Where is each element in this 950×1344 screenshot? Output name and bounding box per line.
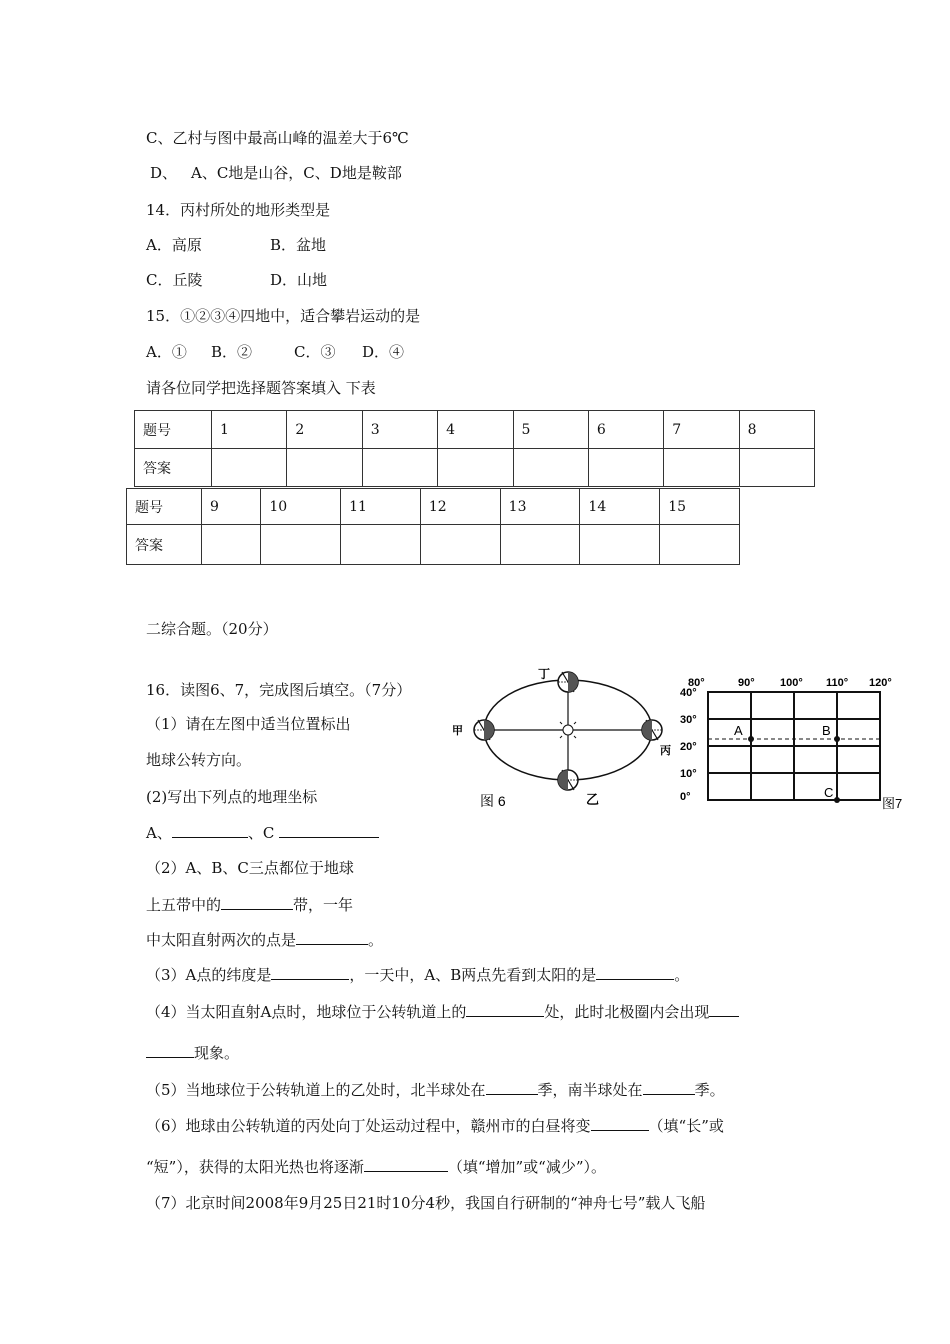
text-segment: （3）A点的纬度是 [146,966,272,984]
orbit-position-blank[interactable] [466,1002,544,1017]
q15-option-d: D．④ [362,343,405,361]
q15-stem: 15．①②③④四地中，适合攀岩运动的是 [146,307,421,325]
q16-part6 [146,1116,724,1136]
answer-table-1 [134,410,815,487]
table1-number: 5 [513,411,588,449]
table2-number: 13 [500,489,580,525]
grid-lines [708,692,880,800]
table2-number: 10 [261,489,341,525]
text-segment: 上五带中的 [146,896,222,914]
table2-head-label: 题号 [127,489,202,525]
answer-cell[interactable] [664,449,739,487]
answer-cell[interactable] [500,525,580,565]
table1-number: 1 [212,411,287,449]
q15-option-a: A．① [146,343,187,361]
text-segment: 中太阳直射两次的点是 [146,931,297,949]
daylight-blank[interactable] [591,1116,649,1131]
answer-cell[interactable] [212,449,287,487]
q16-part4-cont [146,1043,239,1063]
text-segment: 季，南半球处在 [537,1081,643,1099]
south-season-blank[interactable] [643,1080,695,1095]
q16-part2b-c [146,930,383,950]
q16-part1-a: （1）请在左图中适当位置标出 [146,715,351,733]
answer-cell[interactable] [739,449,814,487]
answer-cell[interactable] [341,525,421,565]
phenomenon-blank-cont[interactable] [146,1043,194,1058]
q15-option-b: B．② [211,343,253,361]
q16-part5 [146,1080,725,1100]
table1-answer-label: 答案 [135,449,212,487]
table2-number: 11 [341,489,421,525]
lon-label: 110° [826,677,849,689]
q16-part2b-b [146,895,353,915]
zone-blank[interactable] [221,895,293,910]
coord-c-label: 、C [247,824,275,842]
text-segment: 处，此时北极圈内会出现 [544,1003,710,1021]
text-segment: （6）地球由公转轨道的丙处向丁处运动过程中，赣州市的白昼将变 [146,1117,591,1135]
q16-part6-cont [146,1157,606,1177]
answer-cell[interactable] [420,525,500,565]
text-segment: （填“长”或 [648,1117,724,1135]
q14-option-b: B．盆地 [270,236,327,254]
table1-number: 7 [664,411,739,449]
sunrise-blank[interactable] [596,965,674,980]
text-segment: （5）当地球位于公转轨道上的乙处时，北半球处在 [146,1081,486,1099]
table2-number: 15 [660,489,740,525]
coord-a-label: A、 [146,824,172,842]
table1-number: 8 [739,411,814,449]
table2-number: 9 [202,489,261,525]
text-segment: 带，一年 [293,896,354,914]
lat-label: 0° [680,791,691,803]
text-segment: （填“增加”或“减少”）。 [447,1158,607,1176]
q16-part2b-a: （2）A、B、C三点都位于地球 [146,859,354,877]
phenomenon-blank[interactable] [709,1002,739,1017]
label-yi: 乙 [586,792,600,807]
table2-answer-label: 答案 [127,525,202,565]
table1-number: 2 [287,411,362,449]
answer-cell[interactable] [438,449,513,487]
lon-label: 120° [869,677,892,689]
answer-cell[interactable] [660,525,740,565]
answer-cell[interactable] [513,449,588,487]
lat-label: 30° [680,714,697,726]
figure-7-grid [676,672,916,812]
figure-7-caption: 图7 [882,796,903,811]
answer-cell[interactable] [202,525,261,565]
latitude-blank[interactable] [271,965,349,980]
text-segment: 季。 [694,1081,725,1099]
answer-cell[interactable] [362,449,437,487]
lat-label: 10° [680,768,697,780]
lat-label: 40° [680,687,697,699]
q13-option-d-text: A、C地是山谷，C、D地是鞍部 [191,164,402,182]
point-a-marker [748,736,754,742]
earth-left-icon [474,720,494,740]
point-c-label: C [824,785,834,800]
text-segment: 。 [368,931,384,949]
answer-table-2 [126,488,740,565]
table-instruction: 请各位同学把选择题答案填入 下表 [146,379,376,397]
lon-label: 80° [688,677,705,689]
earth-right-icon [642,720,662,740]
point-a-label: A [734,723,743,738]
figure-6-orbit [452,662,688,812]
section-2-title: 二综合题。（20分） [146,620,278,638]
table1-head-label: 题号 [135,411,212,449]
answer-cell[interactable] [287,449,362,487]
text-segment: 。 [674,966,690,984]
earth-top-icon [558,672,578,692]
point-b-marker [834,736,840,742]
q15-option-c: C．③ [294,343,336,361]
coord-a-blank[interactable] [172,823,248,838]
q16-part2: (2)写出下列点的地理坐标 [146,788,318,806]
label-ding: 丁 [538,667,551,681]
q14-stem: 14．丙村所处的地形类型是 [146,201,331,219]
heat-blank[interactable] [364,1157,448,1172]
q16-part3 [146,965,689,985]
north-season-blank[interactable] [486,1080,538,1095]
q14-option-d: D．山地 [270,271,328,289]
text-segment: “短”），获得的太阳光热也将逐渐 [146,1158,364,1176]
q16-part4 [146,1002,739,1022]
figure-6-caption: 图 6 [480,793,506,809]
q16-part7: （7）北京时间2008年9月25日21时10分4秒，我国自行研制的“神舟七号”载人飞船 [146,1194,706,1212]
q13-option-d-label: D、 [150,164,178,182]
lon-label: 100° [780,677,803,689]
label-jia: 甲 [452,725,463,737]
text-segment: 现象。 [194,1044,240,1062]
answer-cell[interactable] [588,449,663,487]
point-c-marker [834,797,840,803]
table1-number: 6 [588,411,663,449]
table1-number: 3 [362,411,437,449]
lat-label: 20° [680,741,697,753]
answer-cell[interactable] [261,525,341,565]
q14-option-a: A．高原 [146,236,202,254]
point-b-label: B [822,723,831,738]
earth-bottom-icon [558,770,578,790]
lon-label: 90° [738,677,755,689]
text-segment: ，一天中，A、B两点先看到太阳的是 [349,966,597,984]
q16-part1-b: 地球公转方向。 [146,751,252,769]
table2-number: 14 [580,489,660,525]
text-segment: （4）当太阳直射A点时，地球位于公转轨道上的 [146,1003,467,1021]
q16-coord-line [146,823,379,843]
label-bing: 丙 [660,745,671,757]
q16-stem: 16．读图6、7，完成图后填空。（7分） [146,681,412,699]
table1-number: 4 [438,411,513,449]
direct-sun-blank[interactable] [296,930,368,945]
table2-number: 12 [420,489,500,525]
q13-option-c: C、乙村与图中最高山峰的温差大于6℃ [146,129,409,147]
q14-option-c: C．丘陵 [146,271,203,289]
coord-c-blank[interactable] [279,823,379,838]
answer-cell[interactable] [580,525,660,565]
